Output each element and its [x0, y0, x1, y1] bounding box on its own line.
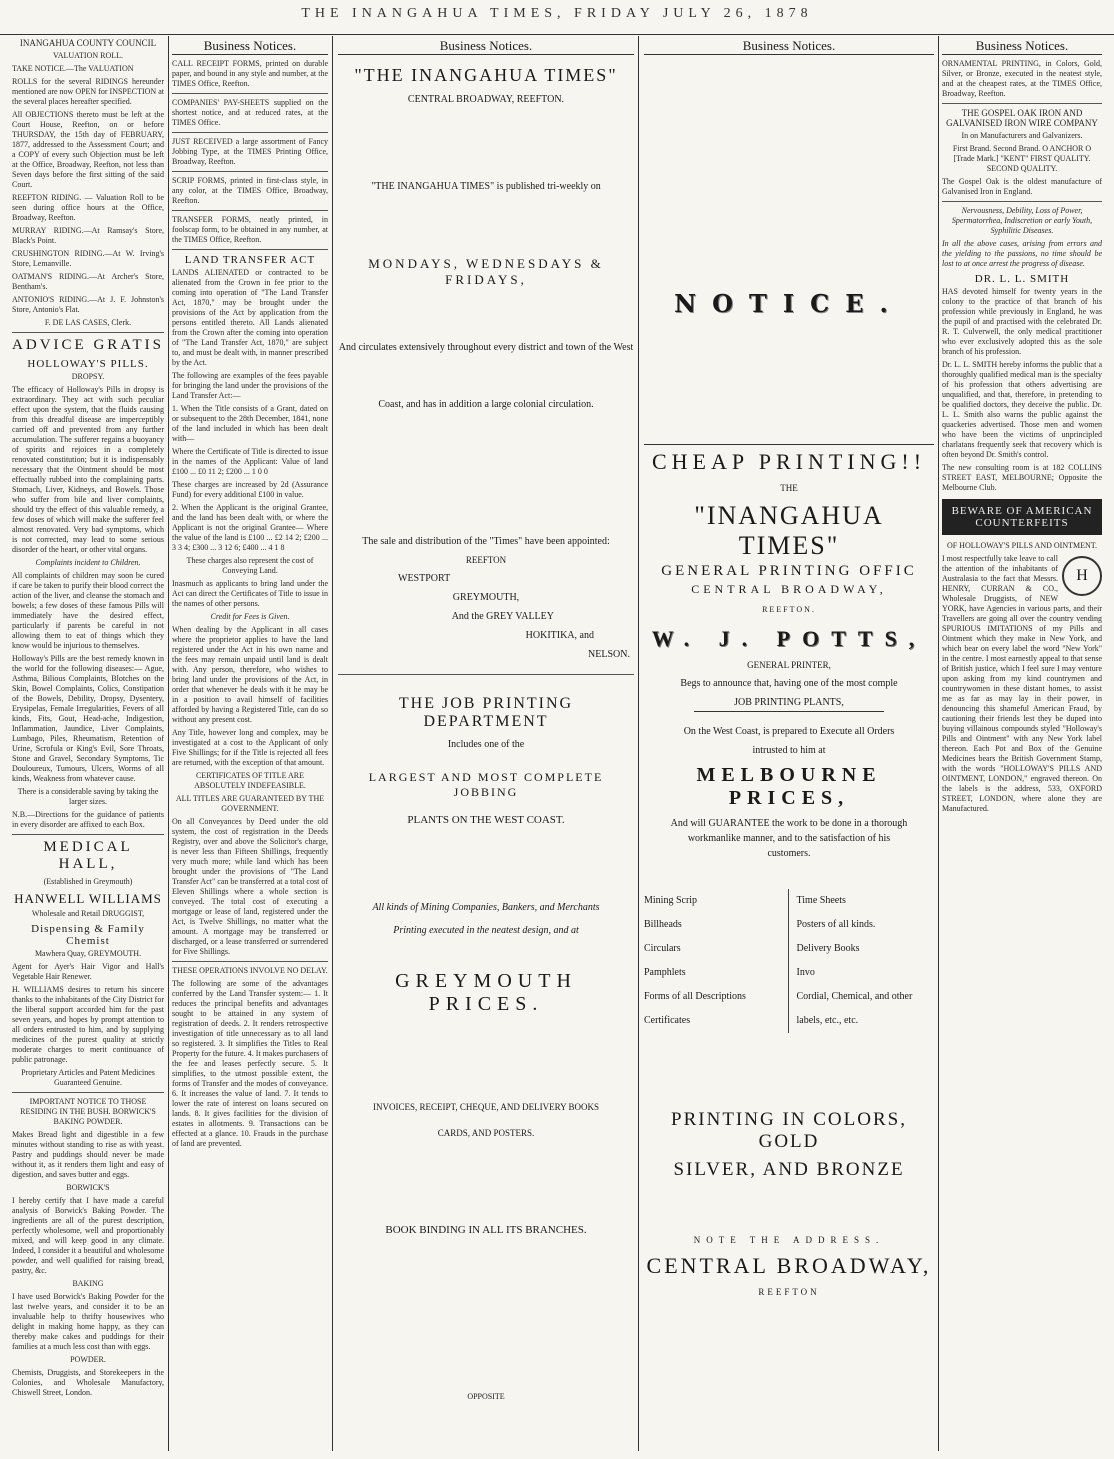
- holloway-heading: HOLLOWAY'S PILLS.: [27, 358, 149, 370]
- fee-where: Where the Certificate of Title is directed to issue in the names of the Applicant: Value of land £100 ... £0 11 2; £200 ... 1 0 0: [172, 447, 328, 476]
- divider: [12, 834, 164, 835]
- chemists-note: Chemists, Druggists, and Storekeepers in the Colonies, and Wholesale Manufactory, Chiswell Street, London.: [12, 1368, 164, 1397]
- column-rule: [638, 36, 639, 1451]
- colors-heading: PRINTING IN COLORS, GOLD: [671, 1109, 907, 1152]
- smith-text: HAS devoted himself for twenty years in the colony to the practice of that branch of his profession while previously in England, he was the pupil of and practised with the celebrated Dr. R. T. Culverwell, the only medical practitioner who ever exclusively adopted this as the sole branch of his profession.: [942, 287, 1102, 356]
- take-notice: TAKE NOTICE.—The VALUATION: [12, 64, 134, 73]
- consulting-text: The new consulting room is at 182 COLLINS STREET EAST, MELBOURNE; Opposite the Melbourne Club.: [942, 463, 1102, 492]
- inasmuch-text: Inasmuch as applicants to bring land under the Act can direct the Certificates of Title to issue in the names of other persons.: [172, 579, 328, 608]
- dr-smith-heading: DR. L. L. SMITH: [974, 273, 1070, 285]
- column-rule: [938, 36, 939, 1451]
- land-transfer-text: LANDS ALIENATED or contracted to be alienated from the Crown in fee prior to the coming into operation of "The Land Transfer Act, 1870," may be brought under the provisions of the Act by application from the persons entitled thereto. All Lands alienated from the Crown after the coming into operation of "The Land Transfer Act, 1870," are subject to, and must be dealt with, in manner prescribed by the Act.: [172, 268, 328, 367]
- spacer: [338, 834, 634, 894]
- council-heading: INANGAHUA COUNTY COUNCIL: [19, 38, 157, 48]
- printing-list-item: Invo: [796, 967, 815, 978]
- land-transfer-heading: LAND TRANSFER ACT: [184, 254, 316, 266]
- spacer: [338, 944, 634, 962]
- circulates-text: And circulates extensively throughout every district and town of the West: [338, 342, 634, 353]
- central-broadway-big: CENTRAL BROADWAY,: [646, 1253, 932, 1278]
- certificate-text: I hereby certify that I have made a careful analysis of Borwick's Baking Powder. The ingredients are all of the purest description, perfectly wholesome, well and proportionably mixed, and will keep good in any climate. Indeed, I consider it a beautiful and wholesome powder, and well qualified for raising bread, pastry, &c.: [12, 1196, 164, 1275]
- begs-text: Begs to announce that, having one of the most comple: [680, 678, 898, 689]
- guaranteed-heading: ALL TITLES ARE GUARANTEED BY THE GOVERNMENT.: [175, 794, 325, 813]
- manufacturers-text: In on Manufacturers and Galvanizers.: [961, 131, 1083, 140]
- quay-address: Mawhera Quay, GREYMOUTH.: [34, 949, 142, 958]
- west-coast-text: On the West Coast, is prepared to Execute all Orders: [683, 726, 895, 737]
- credit-text: When dealing by the Applicant in all cases where the proprietor applies to have the land registered under the Act in his own name and the fees may remain unpaid until land is dealt with. Any person, therefore, who wishes to bring land under the provisions of the Act, in order that whenever he deals with it he may be in a position to avail himself of facilities afforded by having a Registered Title, can do so without any present cost.: [172, 625, 328, 724]
- crushington-riding: CRUSHINGTON RIDING.—At W. Irving's Store, Lemanville.: [12, 249, 164, 268]
- spacer: [644, 1187, 934, 1227]
- smith-text-2: Dr. L. L. SMITH hereby informs the public that a thoroughly qualified medical man is the specialty of his profession that others advertising are unqualified, and that, therefore, in pretending to be qualified doctors, they deceive the public. Dr. L. L. Smith also warns the public against the quackeries advertised. Those men and women who have been the victims of unprincipled charlatans frequently seek that recovery which is often beyond Dr. Smith's control.: [942, 360, 1102, 459]
- job-department-heading: THE JOB PRINTING DEPARTMENT: [398, 695, 574, 730]
- dispensing-chemist: Dispensing & Family Chemist: [31, 923, 145, 947]
- advice-heading: ADVICE GRATIS: [12, 337, 164, 353]
- column-4: [644, 38, 934, 1453]
- reefton-agent: REEFTON: [465, 555, 507, 565]
- baking-text-2: I have used Borwick's Baking Powder for the last twelve years, and consider it to be an invaluable help to thrifty housewives who delight in making home happy, as they can thereby make cakes and puddings for their families at a much less cost than with eggs.: [12, 1292, 164, 1351]
- operations-heading: THESE OPERATIONS INVOLVE NO DELAY.: [172, 966, 328, 975]
- column-heading: Business Notices.: [338, 38, 634, 55]
- holloway-text: I most respectfully take leave to call the attention of the inhabitants of Australasia to the fact that Messrs. HENRY, CURRAN & CO., Wholesale Druggists, of NEW YORK, have Agencies in various parts, and their Travellers are going all over the country vending SPURIOUS IMITATIONS of my Pills and Ointment which they make in New York, and which bear on every label the word "New York" in the centre. I most earnestly appeal to that sense of British justice, which I feel sure I may venture upon asking from my kind countrymen and countrywomen in these distant homes, to assist me as far as may lay in their power, in denouncing this shameful American Fraud, by cautioning their friends lest they be duped into buying villainous compounds styled "Holloway's Pills and Ointment" with any New York label thereon. Each Pot and Box of the Genuine Medicines bears the British Government Stamp, with the words "HOLLOWAY'S PILLS AND OINTMENT, LONDON," engraved thereon. On the labels is the address, 533, OXFORD STREET, LONDON, where alone they are Manufactured.: [942, 554, 1102, 813]
- printing-list-left: [644, 889, 789, 1033]
- receipt-forms: CALL RECEIPT FORMS, printed on durable paper, and bound in any style and number, at the TIMES Office, Reefton.: [172, 59, 328, 88]
- job-plants-heading: JOB PRINTING PLANTS,: [694, 697, 884, 712]
- printing-list-right: [789, 889, 935, 1033]
- divider: [172, 171, 328, 172]
- printing-list-item: Circulars: [644, 943, 681, 954]
- murray-riding: MURRAY RIDING.—At Ramsay's Store, Black's Point.: [12, 226, 164, 245]
- greymouth-prices: GREYMOUTH PRICES.: [395, 970, 577, 1015]
- coast-text: Coast, and has in addition a large colonial circulation.: [378, 399, 594, 410]
- borwick-heading: BORWICK'S: [66, 1183, 110, 1192]
- divider: [942, 201, 1102, 202]
- column-heading: Business Notices.: [172, 38, 328, 55]
- grey-valley-agent: And the GREY VALLEY: [451, 611, 554, 622]
- spacer: [644, 1033, 934, 1103]
- reefton-riding: REEFTON RIDING. — Valuation Roll to be seen during office hours at the Office, Broadway, Reefton.: [12, 193, 164, 222]
- executed-text: Printing executed in the neatest design, and at: [393, 925, 579, 936]
- fee-two: 2. When the Applicant is the original Grantee, and the land has been dealt with, or where the Applicant is not the original Grantee— Where the value of the land is £100 ... £2 14 2; £200 ... 3 3 4; £300 ... 3 12 6; £400 ... 4 1 8: [172, 503, 328, 552]
- beware-banner: BEWARE OF AMERICAN COUNTERFEITS: [942, 499, 1102, 535]
- printing-list-item: labels, etc., etc.: [796, 1015, 859, 1026]
- book-binding-heading: BOOK BINDING IN ALL ITS BRANCHES.: [385, 1224, 587, 1236]
- holloway-heading: OF HOLLOWAY'S PILLS AND OINTMENT.: [946, 541, 1098, 550]
- general-printer: GENERAL PRINTER,: [747, 660, 831, 670]
- conveyances-text: On all Conveyances by Deed under the old system, the cost of registration in the Deeds Registry, over and above the Solicitor's charge, is never less than Fifteen Shillings, frequently very much more; while land which has been brought under the provisions of "The Land Transfer Act" can be transferred at a total cost of Eleven Shillings where a whole section is conveyed. The total cost of executing a mortgage or lease of land, registered under the Act, is Twelve Shillings, no matter what the amount. A mortgage may be transferred or discharged, or a lease transferred or surrendered for Five Shillings.: [172, 817, 328, 956]
- greymouth-note: (Established in Greymouth): [43, 877, 133, 886]
- note-address: NOTE THE ADDRESS.: [693, 1235, 885, 1245]
- oatman-riding: OATMAN'S RIDING.—At Archer's Store, Bentham's.: [12, 272, 164, 291]
- spacer: [644, 59, 934, 259]
- printing-list-item: Certificates: [644, 1015, 691, 1026]
- remedy-list: Holloway's Pills are the best remedy known in the world for the following diseases:— Ague, Asthma, Bilious Complaints, Blotches on the Skin, Bowel Complaints, Colics, Constipation of the Bowels, Debility, Dropsy, Dysentery, Erysipelas, Female Irregularities, Fevers of all kinds, Fits, Gout, Head-ache, Indigestion, Inflammation, Jaundice, Liver Complaints, Lumbago, Piles, Rheumatism, Retention of Urine, Scrofula or King's Evil, Sore Throats, Stone and Gravel, Secondary Symptoms, Tic Douloureux, Tumours, Ulcers, Worms of all kinds, Weakness from whatever cause.: [12, 654, 164, 783]
- notice-heading: NOTICE.: [674, 289, 904, 318]
- inangahua-times-heading: "INANGAHUA TIMES": [694, 501, 884, 560]
- signature: F. DE LAS CASES, Clerk.: [44, 318, 132, 327]
- printing-list-item: Mining Scrip: [644, 895, 698, 906]
- brands-text: First Brand. Second Brand. O ANCHOR O [Trade Mark.] "KENT" FIRST QUALITY. SECOND QUALITY.: [952, 144, 1092, 173]
- workmanlike-text: workmanlike manner, and to the satisfaction of his: [687, 833, 891, 844]
- divider: [338, 674, 634, 675]
- children-heading: Complaints incident to Children.: [35, 558, 141, 567]
- cards-heading: CARDS, AND POSTERS.: [437, 1128, 535, 1138]
- column-1: [12, 38, 164, 1453]
- spacer: [338, 418, 634, 528]
- certificates-heading: CERTIFICATES OF TITLE ARE ABSOLUTELY INDEFEASIBLE.: [194, 771, 306, 790]
- opposite-text: OPPOSITE: [467, 1392, 505, 1401]
- column-heading: Business Notices.: [644, 38, 934, 55]
- column-5: [942, 38, 1102, 1453]
- fee-note: These charges are increased by 2d (Assurance Fund) for every additional £100 in value.: [172, 480, 328, 499]
- nb-note: N.B.—Directions for the guidance of patients in every disorder are affixed to each Box.: [12, 810, 164, 829]
- column-rule: [168, 36, 169, 1451]
- column-heading: Business Notices.: [942, 38, 1102, 55]
- silver-heading: SILVER, AND BRONZE: [673, 1159, 905, 1180]
- reefton-bottom: REEFTON: [758, 1287, 820, 1297]
- important-notice: IMPORTANT NOTICE TO THOSE RESIDING IN THE BUSH. BORWICK'S BAKING POWDER.: [20, 1097, 156, 1126]
- publication-days: MONDAYS, WEDNESDAYS & FRIDAYS,: [368, 256, 604, 287]
- spacer: [338, 361, 634, 391]
- oldest-text: The Gospel Oak is the oldest manufacture of Galvanised Iron in England.: [942, 177, 1102, 196]
- masthead-rule: [0, 34, 1114, 35]
- faded-print: [338, 113, 634, 173]
- fee-also: These charges also represent the cost of Conveying Land.: [186, 556, 314, 575]
- spacer: [644, 334, 934, 414]
- valuation-heading: VALUATION ROLL.: [52, 51, 124, 60]
- printing-list-item: Delivery Books: [796, 943, 860, 954]
- pills-text: The efficacy of Holloway's Pills in dropsy is extraordinary. They act with such peculiar effect upon the system, that the fluids causing from this dreadful disease are imperceptibly carried off and prevented from any further accumulation. The sufferer regains a buoyancy of spirits and rejoices in a completely renovated constitution; but it is indispensably necessary that the Ointment should be most effectually rubbed into the complaining parts. Stomach, Liver, Kidneys, and Bowels. Those who suffer from bile and liver complaints, should try the effect of this valuable remedy, a few doses of which will make the sufferer feel almost renovated. Very bad symptoms, which is not corrected, may lead to some serious disorder of the heart, or other vital organs.: [12, 385, 164, 554]
- divider: [942, 103, 1102, 104]
- includes-text: Includes one of the: [447, 739, 525, 750]
- sale-text: The sale and distribution of the "Times" have been appointed:: [362, 536, 610, 547]
- entrusted-text: intrusted to him at: [752, 745, 826, 756]
- printing-list: [644, 889, 934, 1033]
- hanwell-williams: HANWELL WILLIAMS: [14, 891, 162, 906]
- saving-note: There is a considerable saving by taking the larger sizes.: [17, 787, 159, 806]
- published-text: "THE INANGAHUA TIMES" is published tri-weekly on: [371, 181, 601, 192]
- printing-list-item: Forms of all Descriptions: [644, 991, 746, 1002]
- nelson-agent: NELSON.: [588, 649, 630, 660]
- jobbing-type: JUST RECEIVED a large assortment of Fancy Jobbing Type, at the TIMES Printing Office, Broadway, Reefton.: [172, 137, 328, 166]
- any-title-text: Any Title, however long and complex, may be investigated at a cost to the Applicant of only Five Shillings; for if the Title is rejected all fees are returned, with the exception of that amount.: [172, 728, 328, 767]
- spacer: [338, 1146, 634, 1216]
- customers-text: customers.: [767, 848, 811, 859]
- baking-heading: BAKING: [72, 1279, 104, 1288]
- greymouth-agent: GREYMOUTH,: [452, 592, 520, 603]
- printing-list-item: Time Sheets: [796, 895, 846, 906]
- divider: [12, 1092, 164, 1093]
- nervousness-heading: Nervousness, Debility, Loss of Power, Spermatorrhea, Indiscretion or early Youth, Syphilitic Diseases.: [951, 206, 1093, 235]
- examples-text: The following are examples of the fees payable for bringing the land under the provisions of the Land Transfer Act:—: [172, 371, 328, 400]
- errors-text: In all the above cases, arising from errors and the yielding to the passions, no time should be lost to at once arrest the progress of disease.: [942, 239, 1102, 268]
- kinds-text: All kinds of Mining Companies, Bankers, and Merchants: [372, 902, 600, 913]
- central-broadway: CENTRAL BROADWAY,: [691, 582, 887, 596]
- potts-heading: W. J. POTTS,: [651, 626, 927, 651]
- guarantee-text: And will GUARANTEE the work to be done in a thorough: [670, 818, 908, 829]
- divider: [172, 249, 328, 250]
- companies-paysheets: COMPANIES' PAY-SHEETS supplied on the shortest notice, and at reduced rates, at the TIMES Office.: [172, 98, 328, 127]
- the-label: THE: [780, 483, 798, 493]
- advantages-text: The following are some of the advantages conferred by the Land Transfer system:— 1. It reduces the principal benefits and advantages sought to be attained in any system of registration of deeds. 2. It renders retrospective investigation of title unnecessary as to all land so registered. 3. It simplifies the Titles to Real Property for the future. 4. It makes purchasers of the fee and leases perfectly secure. 5. It simplifies, to the utmost possible extent, the forms of Transfer and the modes of conveyance. 6. It increases the value of land. 7. It tends to lower the rate of interest on loans secured on lands. 8. It gives facilities for the division of estates in allotments. 9. Transactions can be effected at a glance. 10. Frauds in the purchase of land are prevented.: [172, 979, 328, 1148]
- credit-heading: Credit for Fees is Given.: [210, 612, 290, 621]
- antonio-riding: ANTONIO'S RIDING.—At J. F. Johnston's Store, Antonio's Flat.: [12, 295, 164, 314]
- spacer: [338, 294, 634, 334]
- objections-text: All OBJECTIONS thereto must be left at the Court House, Reefton, on or before THURSDAY, the 15th day of FEBRUARY, 1877, addressed to the Assessment Court; and a COPY of every such Objection must be left at the Office, Broadway, Reefton, not less than Seven days before the first sitting of the said Court.: [12, 110, 164, 189]
- spacer: [338, 1244, 634, 1384]
- divider: [12, 332, 164, 333]
- cheap-printing-heading: CHEAP PRINTING!!: [644, 444, 934, 475]
- spacer: [338, 200, 634, 250]
- printing-list-item: Cordial, Chemical, and other: [796, 991, 913, 1002]
- powder-heading: POWDER.: [70, 1355, 106, 1364]
- transfer-forms: TRANSFER FORMS, neatly printed, in foolscap form, to be obtained in any number, at the TIMES Office, Reefton.: [172, 215, 328, 244]
- divider: [172, 93, 328, 94]
- wholesale-druggist: Wholesale and Retail DRUGGIST,: [31, 909, 145, 918]
- government-stamp-icon: H: [1062, 556, 1102, 596]
- reefton-label: REEFTON.: [762, 605, 816, 614]
- williams-text: H. WILLIAMS desires to return his sincere thanks to the inhabitants of the City District for the liberal support accorded him for the past seven years, and hopes by prompt attention to all orders entrusted to him, and by supplying medicines of the purest quality at strictly moderate charges to merit continuance of public patronage.: [12, 985, 164, 1064]
- printing-list-item: Billheads: [644, 919, 682, 930]
- column-rule: [332, 36, 333, 1451]
- divider: [172, 961, 328, 962]
- fee-one: 1. When the Title consists of a Grant, dated on or subsequent to the 28th December, 1841, none of the land included in which has been dealt with—: [172, 404, 328, 443]
- scrip-forms: SCRIP FORMS, printed in first-class style, in any color, at the TIMES Office, Broadway, Reefton.: [172, 176, 328, 205]
- divider: [172, 132, 328, 133]
- masthead: THE INANGAHUA TIMES, FRIDAY JULY 26, 1878: [301, 6, 813, 21]
- column-3: [338, 38, 634, 1453]
- times-title: "THE INANGAHUA TIMES": [354, 65, 618, 85]
- melbourne-prices: MELBOURNE PRICES,: [696, 764, 882, 809]
- hokitika-agent: HOKITIKA, and: [525, 630, 594, 641]
- printing-list-item: Pamphlets: [644, 967, 686, 978]
- baking-text: Makes Bread light and digestible in a few minutes without standing to rise as with yeast. Pastry and puddings should never be made without it, as it renders them light and easy of digestion, and saves butter and eggs.: [12, 1130, 164, 1179]
- spacer: [338, 1024, 634, 1094]
- agents-note: Agent for Ayer's Hair Vigor and Hall's Vegetable Hair Renewer.: [12, 962, 164, 981]
- column-2: [172, 38, 328, 1453]
- westport-agent: WESTPORT: [398, 573, 451, 584]
- children-text: All complaints of children may soon be cured if care be taken to purify their blood correct the action of the liver, and cleanse the stomach and bowels; a few doses of these famous Pills will immediately have the desired effect, particularly if parents be careful in not allowing them to eat of things which they know would be injurious to themselves.: [12, 571, 164, 650]
- general-printing-office: GENERAL PRINTING OFFIC: [661, 563, 917, 579]
- dropsy-heading: DROPSY.: [71, 372, 105, 381]
- rolls-text: ROLLS for the several RIDINGS hereunder mentioned are now OPEN for INSPECTION at the several places hereafter specified.: [12, 77, 164, 106]
- times-address: CENTRAL BROADWAY, REEFTON.: [407, 94, 565, 105]
- gospel-oak-heading: THE GOSPEL OAK IRON AND GALVANISED IRON WIRE COMPANY: [946, 108, 1098, 128]
- largest-heading: LARGEST AND MOST COMPLETE JOBBING: [368, 770, 604, 799]
- plants-heading: PLANTS ON THE WEST COAST.: [407, 814, 565, 826]
- invoices-heading: INVOICES, RECEIPT, CHEQUE, AND DELIVERY BOOKS: [373, 1102, 599, 1112]
- perfumery-note: Proprietary Articles and Patent Medicines Guaranteed Genuine.: [21, 1068, 155, 1087]
- printing-list-item: Posters of all kinds.: [796, 919, 876, 930]
- medical-hall-heading: MEDICAL HALL,: [43, 839, 133, 872]
- ornamental-printing: ORNAMENTAL PRINTING, in Colors, Gold, Silver, or Bronze, executed in the neatest style, and at the cheapest rates, at the TIMES Office, Broadway, Reefton.: [942, 59, 1102, 98]
- divider: [172, 210, 328, 211]
